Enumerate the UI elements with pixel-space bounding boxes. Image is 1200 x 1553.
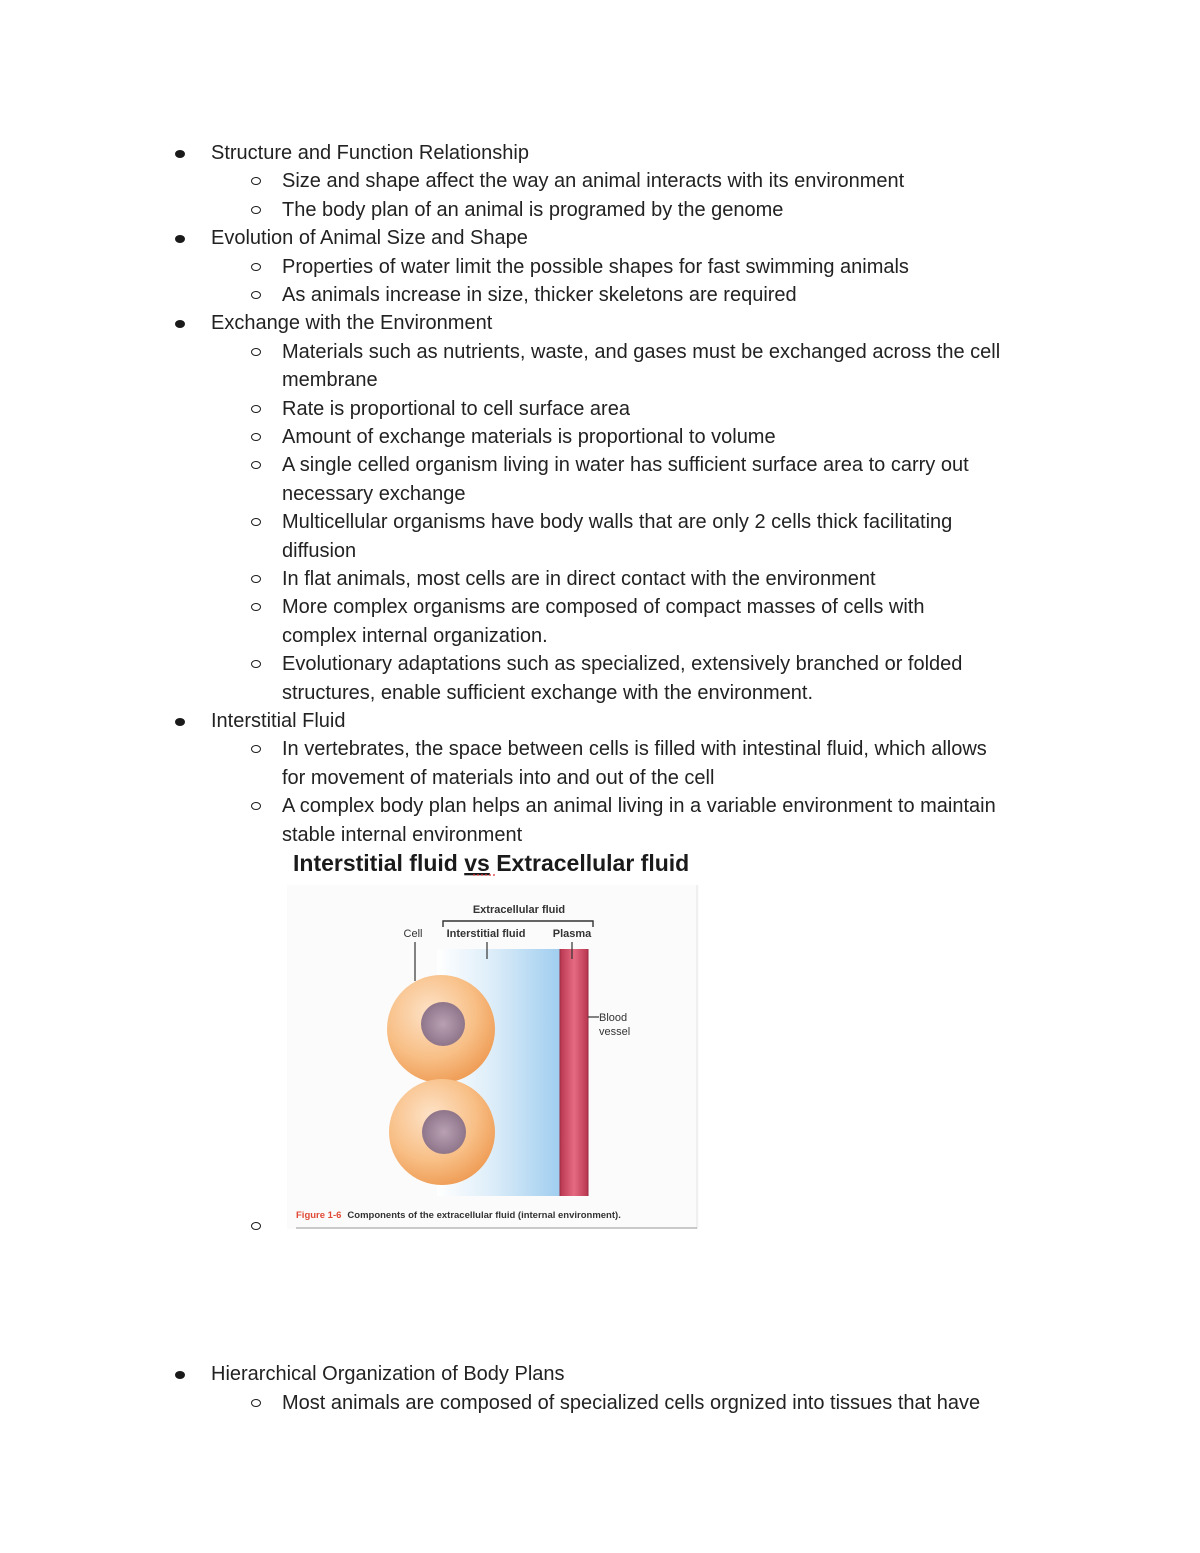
hollow-bullet-icon — [251, 603, 261, 611]
bullet-text-line: necessary exchange — [282, 482, 466, 505]
hollow-bullet-icon — [251, 660, 261, 668]
hollow-bullet-icon — [251, 206, 261, 214]
hollow-bullet-icon — [251, 263, 261, 271]
bullet-text-line: A complex body plan helps an animal living in a variable environment to maintain — [282, 795, 996, 818]
bullet-text-line: In flat animals, most cells are in direct contact with the environment — [282, 568, 876, 590]
bullet-text-line: In vertebrates, the space between cells is filled with intestinal fluid, which allows — [282, 738, 987, 761]
hollow-bullet-icon — [251, 461, 261, 469]
nucleus-bottom — [422, 1110, 466, 1154]
bullet-text-line: complex internal organization. — [282, 624, 548, 647]
bullet-text-line: stable internal environment — [282, 823, 523, 846]
bullet-text-line: structures, enable sufficient exchange with the environment. — [282, 681, 814, 704]
bullet-text-line: The body plan of an animal is programed by the genome — [282, 198, 784, 221]
filled-bullet-icon — [175, 1371, 185, 1379]
hollow-bullet-icon — [251, 177, 261, 185]
bullet-text-line: Most animals are composed of specialized cells orgnized into tissues that have — [282, 1391, 981, 1414]
bullet-text-line: for movement of materials into and out of the cell — [282, 766, 715, 789]
bullet-text-line: Properties of water limit the possible shapes for fast swimming animals — [282, 255, 909, 278]
plasma-blood-vessel — [560, 949, 588, 1196]
bullet-text-line: diffusion — [282, 539, 357, 562]
bullet-text-line: Size and shape affect the way an animal interacts with its environment — [282, 170, 905, 193]
filled-bullet-icon — [175, 235, 185, 243]
section-heading: Structure and Function Relationship — [211, 142, 529, 164]
filled-bullet-icon — [175, 150, 185, 158]
hollow-bullet-icon — [251, 1222, 261, 1230]
cell-label: Cell — [403, 928, 423, 940]
hollow-bullet-icon — [251, 802, 261, 810]
plasma-label: Plasma — [552, 928, 592, 940]
bullet-text-line: membrane — [282, 369, 378, 392]
section-heading: Hierarchical Organization of Body Plans — [211, 1363, 565, 1386]
section-heading: Interstitial Fluid — [211, 710, 346, 732]
bullet-text-line: Materials such as nutrients, waste, and gases must be exchanged across the cell — [282, 340, 1001, 363]
interstitial-fluid-label: Interstitial fluid — [446, 928, 526, 940]
bullet-text-line: Rate is proportional to cell surface area — [282, 397, 630, 420]
bullet-text-line: A single celled organism living in water has sufficient surface area to carry out — [282, 454, 969, 477]
bullet-text-line: Amount of exchange materials is proportional to volume — [282, 426, 776, 448]
figure-title: Interstitial fluid vs Extracellular fluid — [293, 850, 690, 876]
hollow-bullet-icon — [251, 405, 261, 413]
bullet-text-line: As animals increase in size, thicker skeletons are required — [282, 284, 797, 306]
hollow-bullet-icon — [251, 433, 261, 441]
blood-vessel-label: Blood vessel — [599, 1012, 631, 1038]
bullet-text-line: Evolutionary adaptations such as specialized, extensively branched or folded — [282, 653, 963, 676]
hollow-bullet-icon — [251, 518, 261, 526]
figure-caption: Figure 1-6 Components of the extracellular fluid (internal environment). — [296, 1210, 621, 1221]
interstitial-fluid-figure — [287, 847, 717, 1232]
filled-bullet-icon — [175, 320, 185, 328]
section-heading: Evolution of Animal Size and Shape — [211, 227, 528, 250]
hollow-bullet-icon — [251, 291, 261, 299]
bullet-text-line: More complex organisms are composed of compact masses of cells with — [282, 596, 925, 619]
hollow-bullet-icon — [251, 745, 261, 753]
nucleus-top — [421, 1002, 465, 1046]
hollow-bullet-icon — [251, 1399, 261, 1407]
hollow-bullet-icon — [251, 348, 261, 356]
section-heading: Exchange with the Environment — [211, 312, 493, 335]
bullet-text-line: Multicellular organisms have body walls that are only 2 cells thick facilitating — [282, 511, 953, 534]
hollow-bullet-icon — [251, 575, 261, 583]
filled-bullet-icon — [175, 718, 185, 726]
extracellular-fluid-label: Extracellular fluid — [472, 904, 566, 916]
